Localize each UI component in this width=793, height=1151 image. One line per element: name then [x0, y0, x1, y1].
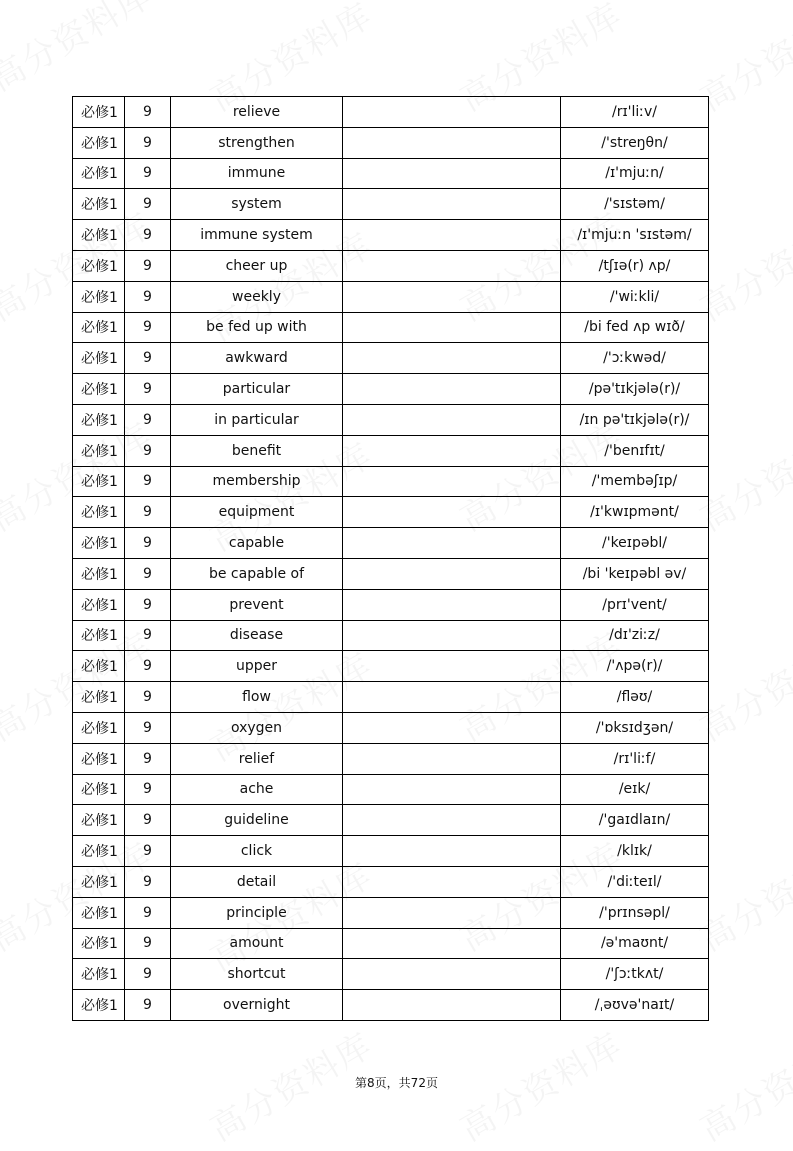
vocabulary-table — [72, 96, 709, 1021]
meaning-cell — [343, 712, 561, 743]
textbook-cell: 必修1 — [73, 374, 125, 405]
unit-cell: 9 — [125, 743, 171, 774]
phonetic-cell: /ɪn pə'tɪkjələ(r)/ — [561, 404, 709, 435]
phonetic-cell: /'ʃɔːtkʌt/ — [561, 959, 709, 990]
textbook-cell: 必修1 — [73, 959, 125, 990]
phonetic-cell: /'keɪpəbl/ — [561, 528, 709, 559]
unit-cell: 9 — [125, 189, 171, 220]
table-row — [73, 928, 709, 959]
word-cell: strengthen — [171, 127, 343, 158]
table-row — [73, 220, 709, 251]
meaning-cell — [343, 528, 561, 559]
word-cell: guideline — [171, 805, 343, 836]
phonetic-cell: /bi fed ʌp wɪð/ — [561, 312, 709, 343]
word-cell: cheer up — [171, 250, 343, 281]
word-cell: system — [171, 189, 343, 220]
table-row — [73, 435, 709, 466]
table-row — [73, 127, 709, 158]
unit-cell: 9 — [125, 774, 171, 805]
textbook-cell: 必修1 — [73, 774, 125, 805]
unit-cell: 9 — [125, 558, 171, 589]
unit-cell: 9 — [125, 374, 171, 405]
phonetic-cell: /dɪ'ziːz/ — [561, 620, 709, 651]
unit-cell: 9 — [125, 497, 171, 528]
unit-cell: 9 — [125, 250, 171, 281]
textbook-cell: 必修1 — [73, 528, 125, 559]
unit-cell: 9 — [125, 404, 171, 435]
textbook-cell: 必修1 — [73, 712, 125, 743]
table-row — [73, 558, 709, 589]
table-row — [73, 281, 709, 312]
phonetic-cell: /pə'tɪkjələ(r)/ — [561, 374, 709, 405]
word-cell: shortcut — [171, 959, 343, 990]
textbook-cell: 必修1 — [73, 220, 125, 251]
meaning-cell — [343, 836, 561, 867]
unit-cell: 9 — [125, 220, 171, 251]
textbook-cell: 必修1 — [73, 404, 125, 435]
textbook-cell: 必修1 — [73, 743, 125, 774]
table-row — [73, 805, 709, 836]
unit-cell: 9 — [125, 281, 171, 312]
phonetic-cell: /'benɪfɪt/ — [561, 435, 709, 466]
meaning-cell — [343, 743, 561, 774]
word-cell: relief — [171, 743, 343, 774]
meaning-cell — [343, 959, 561, 990]
textbook-cell: 必修1 — [73, 312, 125, 343]
phonetic-cell: /'wiːkli/ — [561, 281, 709, 312]
vocabulary-table-body — [73, 97, 709, 1021]
phonetic-cell: /'membəʃɪp/ — [561, 466, 709, 497]
meaning-cell — [343, 990, 561, 1021]
unit-cell: 9 — [125, 990, 171, 1021]
textbook-cell: 必修1 — [73, 651, 125, 682]
word-cell: weekly — [171, 281, 343, 312]
word-cell: upper — [171, 651, 343, 682]
textbook-cell: 必修1 — [73, 928, 125, 959]
word-cell: immune system — [171, 220, 343, 251]
watermark — [0, 0, 160, 101]
textbook-cell: 必修1 — [73, 97, 125, 128]
meaning-cell — [343, 97, 561, 128]
table-row — [73, 620, 709, 651]
unit-cell: 9 — [125, 928, 171, 959]
word-cell: awkward — [171, 343, 343, 374]
meaning-cell — [343, 897, 561, 928]
table-row — [73, 528, 709, 559]
phonetic-cell: /fləʊ/ — [561, 682, 709, 713]
table-row — [73, 866, 709, 897]
unit-cell: 9 — [125, 589, 171, 620]
unit-cell: 9 — [125, 712, 171, 743]
table-row — [73, 250, 709, 281]
word-cell: flow — [171, 682, 343, 713]
unit-cell: 9 — [125, 651, 171, 682]
unit-cell: 9 — [125, 528, 171, 559]
meaning-cell — [343, 343, 561, 374]
unit-cell: 9 — [125, 158, 171, 189]
table-row — [73, 836, 709, 867]
phonetic-cell: /'prɪnsəpl/ — [561, 897, 709, 928]
phonetic-cell: /bi 'keɪpəbl əv/ — [561, 558, 709, 589]
word-cell: disease — [171, 620, 343, 651]
textbook-cell: 必修1 — [73, 158, 125, 189]
meaning-cell — [343, 589, 561, 620]
phonetic-cell: /'ʌpə(r)/ — [561, 651, 709, 682]
word-cell: be fed up with — [171, 312, 343, 343]
phonetic-cell: /ə'maʊnt/ — [561, 928, 709, 959]
textbook-cell: 必修1 — [73, 620, 125, 651]
word-cell: detail — [171, 866, 343, 897]
meaning-cell — [343, 805, 561, 836]
unit-cell: 9 — [125, 959, 171, 990]
table-row — [73, 343, 709, 374]
word-cell: oxygen — [171, 712, 343, 743]
unit-cell: 9 — [125, 866, 171, 897]
meaning-cell — [343, 928, 561, 959]
phonetic-cell: /'diːteɪl/ — [561, 866, 709, 897]
table-row — [73, 682, 709, 713]
word-cell: in particular — [171, 404, 343, 435]
meaning-cell — [343, 220, 561, 251]
textbook-cell: 必修1 — [73, 497, 125, 528]
textbook-cell: 必修1 — [73, 558, 125, 589]
word-cell: overnight — [171, 990, 343, 1021]
table-row — [73, 897, 709, 928]
meaning-cell — [343, 774, 561, 805]
meaning-cell — [343, 682, 561, 713]
meaning-cell — [343, 466, 561, 497]
table-row — [73, 404, 709, 435]
textbook-cell: 必修1 — [73, 805, 125, 836]
phonetic-cell: /'sɪstəm/ — [561, 189, 709, 220]
table-row — [73, 374, 709, 405]
textbook-cell: 必修1 — [73, 127, 125, 158]
textbook-cell: 必修1 — [73, 836, 125, 867]
unit-cell: 9 — [125, 127, 171, 158]
table-row — [73, 497, 709, 528]
meaning-cell — [343, 404, 561, 435]
phonetic-cell: /tʃɪə(r) ʌp/ — [561, 250, 709, 281]
table-row — [73, 466, 709, 497]
unit-cell: 9 — [125, 97, 171, 128]
textbook-cell: 必修1 — [73, 250, 125, 281]
meaning-cell — [343, 866, 561, 897]
table-row — [73, 651, 709, 682]
table-row — [73, 990, 709, 1021]
unit-cell: 9 — [125, 836, 171, 867]
unit-cell: 9 — [125, 312, 171, 343]
meaning-cell — [343, 127, 561, 158]
phonetic-cell: /'streŋθn/ — [561, 127, 709, 158]
phonetic-cell: /ɪ'mjuːn/ — [561, 158, 709, 189]
table-row — [73, 312, 709, 343]
textbook-cell: 必修1 — [73, 682, 125, 713]
table-row — [73, 774, 709, 805]
textbook-cell: 必修1 — [73, 281, 125, 312]
textbook-cell: 必修1 — [73, 866, 125, 897]
unit-cell: 9 — [125, 897, 171, 928]
textbook-cell: 必修1 — [73, 589, 125, 620]
unit-cell: 9 — [125, 435, 171, 466]
phonetic-cell: /'ɔːkwəd/ — [561, 343, 709, 374]
word-cell: immune — [171, 158, 343, 189]
word-cell: relieve — [171, 97, 343, 128]
textbook-cell: 必修1 — [73, 466, 125, 497]
textbook-cell: 必修1 — [73, 189, 125, 220]
word-cell: benefit — [171, 435, 343, 466]
meaning-cell — [343, 435, 561, 466]
meaning-cell — [343, 651, 561, 682]
word-cell: principle — [171, 897, 343, 928]
word-cell: particular — [171, 374, 343, 405]
word-cell: be capable of — [171, 558, 343, 589]
unit-cell: 9 — [125, 466, 171, 497]
word-cell: equipment — [171, 497, 343, 528]
phonetic-cell: /ɪ'kwɪpmənt/ — [561, 497, 709, 528]
textbook-cell: 必修1 — [73, 343, 125, 374]
unit-cell: 9 — [125, 805, 171, 836]
meaning-cell — [343, 312, 561, 343]
phonetic-cell: /ɪ'mjuːn 'sɪstəm/ — [561, 220, 709, 251]
table-row — [73, 189, 709, 220]
word-cell: click — [171, 836, 343, 867]
table-row — [73, 743, 709, 774]
unit-cell: 9 — [125, 620, 171, 651]
table-row — [73, 712, 709, 743]
phonetic-cell: /rɪ'liːf/ — [561, 743, 709, 774]
table-row — [73, 97, 709, 128]
word-cell: ache — [171, 774, 343, 805]
page-number: 第8页，共72页 — [355, 1076, 438, 1090]
meaning-cell — [343, 558, 561, 589]
meaning-cell — [343, 374, 561, 405]
phonetic-cell: /'ɒksɪdʒən/ — [561, 712, 709, 743]
word-cell: prevent — [171, 589, 343, 620]
textbook-cell: 必修1 — [73, 435, 125, 466]
phonetic-cell: /klɪk/ — [561, 836, 709, 867]
meaning-cell — [343, 189, 561, 220]
unit-cell: 9 — [125, 343, 171, 374]
textbook-cell: 必修1 — [73, 990, 125, 1021]
phonetic-cell: /rɪ'liːv/ — [561, 97, 709, 128]
unit-cell: 9 — [125, 682, 171, 713]
phonetic-cell: /'gaɪdlaɪn/ — [561, 805, 709, 836]
meaning-cell — [343, 281, 561, 312]
textbook-cell: 必修1 — [73, 897, 125, 928]
phonetic-cell: /ˌəʊvə'naɪt/ — [561, 990, 709, 1021]
meaning-cell — [343, 158, 561, 189]
table-row — [73, 589, 709, 620]
word-cell: membership — [171, 466, 343, 497]
word-cell: capable — [171, 528, 343, 559]
table-row — [73, 158, 709, 189]
meaning-cell — [343, 250, 561, 281]
meaning-cell — [343, 620, 561, 651]
phonetic-cell: /eɪk/ — [561, 774, 709, 805]
table-row — [73, 959, 709, 990]
word-cell: amount — [171, 928, 343, 959]
meaning-cell — [343, 497, 561, 528]
phonetic-cell: /prɪ'vent/ — [561, 589, 709, 620]
